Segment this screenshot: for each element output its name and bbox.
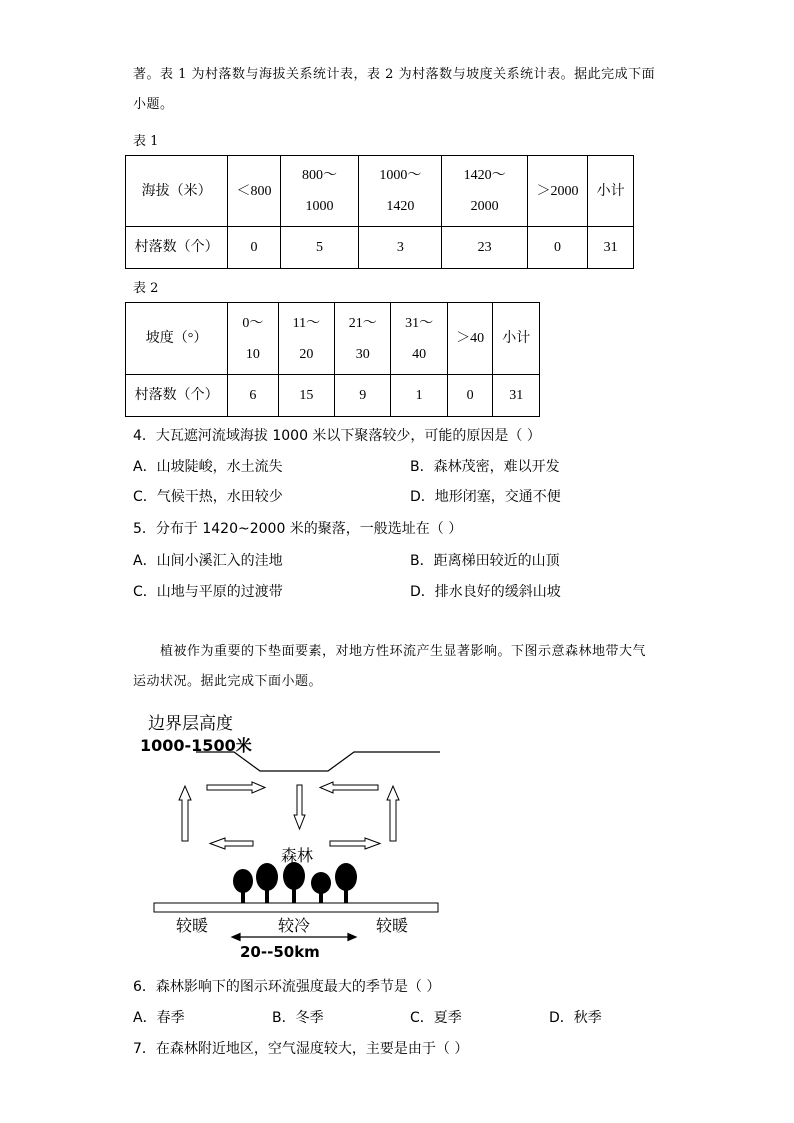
- center-cold-label: 较冷: [278, 916, 311, 935]
- left-up-arrow: [179, 786, 191, 841]
- right-up-arrow: [387, 786, 399, 841]
- intro-paragraph-2: [133, 637, 653, 697]
- table2-h4: 31～ 40: [391, 303, 447, 375]
- table2-r1: 6: [228, 375, 278, 417]
- table1-r3: 3: [359, 227, 442, 269]
- table1-r6: 31: [588, 227, 634, 269]
- table1-h6: 小计: [588, 156, 634, 227]
- top-arrow-right: [207, 782, 265, 793]
- table2-data-row: [126, 375, 540, 417]
- table2-r3: 9: [335, 375, 391, 417]
- table2-h2: 11～ 20: [278, 303, 334, 375]
- question-4-option-d: D．地形闭塞，交通不便: [410, 489, 561, 505]
- forest-circulation-diagram: [140, 705, 450, 965]
- intro-line-2: 小题。: [133, 97, 174, 112]
- question-6-option-b: B．冬季: [272, 1010, 324, 1026]
- question-4-stem: 4．大瓦遮河流域海拔 1000 米以下聚落较少，可能的原因是（ ）: [133, 428, 541, 444]
- table2-h6: 小计: [493, 303, 540, 375]
- intro-paragraph-1: [133, 60, 673, 120]
- bottom-arrow-right: [330, 838, 380, 849]
- top-arrow-left: [320, 782, 378, 793]
- table1-header-row: [126, 156, 634, 227]
- table2-h5: ＞40: [447, 303, 493, 375]
- table2-header-row: [126, 303, 540, 375]
- question-6-option-c: C．夏季: [410, 1010, 462, 1026]
- table1-h1: ＜800: [228, 156, 281, 227]
- right-warm-label: 较暖: [376, 916, 409, 935]
- question-4-option-b: B．森林茂密，难以开发: [410, 459, 560, 475]
- table1-data-row: [126, 227, 634, 269]
- table1-label: 表 1: [133, 134, 159, 149]
- question-5-option-b: B．距离梯田较近的山顶: [410, 553, 560, 569]
- question-5-option-a: A．山间小溪汇入的洼地: [133, 553, 283, 569]
- table1-r0: 村落数（个）: [126, 227, 228, 269]
- table2-r5: 0: [447, 375, 493, 417]
- intro2-line-1: 植被作为重要的下垫面要素，对地方性环流产生显著影响。下图示意森林地带大气: [160, 644, 647, 659]
- forest-label: 森林: [281, 846, 314, 865]
- bottom-arrow-left: [210, 838, 253, 849]
- table2-r0: 村落数（个）: [126, 375, 228, 417]
- boundary-layer-value: 1000-1500米: [140, 736, 252, 755]
- question-6-stem: 6．森林影响下的图示环流强度最大的季节是（ ）: [133, 979, 441, 995]
- table2-label: 表 2: [133, 281, 159, 296]
- question-6-option-d: D．秋季: [549, 1010, 602, 1026]
- table2-r6: 31: [493, 375, 540, 417]
- table2-r4: 1: [391, 375, 447, 417]
- table1-h2: 800～ 1000: [280, 156, 358, 227]
- distance-label: 20--50km: [240, 943, 320, 961]
- tree-icon: [233, 862, 357, 903]
- question-5-option-c: C．山地与平原的过渡带: [133, 584, 283, 600]
- question-6-option-a: A．春季: [133, 1010, 185, 1026]
- question-4-option-c: C．气候干热，水田较少: [133, 489, 283, 505]
- center-down-arrow: [294, 785, 305, 829]
- table2-r2: 15: [278, 375, 334, 417]
- question-5-option-d: D．排水良好的缓斜山坡: [410, 584, 561, 600]
- boundary-layer-title: 边界层高度: [148, 714, 233, 734]
- table1-h5: ＞2000: [527, 156, 588, 227]
- intro2-line-2: 运动状况。据此完成下面小题。: [133, 674, 323, 689]
- table1-h3: 1000～ 1420: [359, 156, 442, 227]
- table2-h3: 21～ 30: [335, 303, 391, 375]
- table1-r1: 0: [228, 227, 281, 269]
- table1-h0: 海拔（米）: [126, 156, 228, 227]
- question-5-stem: 5．分布于 1420~2000 米的聚落，一般选址在（ ）: [133, 521, 463, 537]
- table2-h0: 坡度（°）: [126, 303, 228, 375]
- table1-r4: 23: [442, 227, 527, 269]
- table2-h1: 0～ 10: [228, 303, 278, 375]
- question-4-option-a: A．山坡陡峻，水土流失: [133, 459, 283, 475]
- question-7-stem: 7．在森林附近地区，空气湿度较大，主要是由于（ ）: [133, 1041, 469, 1057]
- table1-r2: 5: [280, 227, 358, 269]
- left-warm-label: 较暖: [176, 916, 209, 935]
- ground-surface: [154, 903, 438, 912]
- intro-line-1: 著。表 1 为村落数与海拔关系统计表，表 2 为村落数与坡度关系统计表。据此完成下面: [133, 67, 656, 82]
- table2: [125, 302, 540, 417]
- table1: [125, 155, 634, 269]
- table1-h4: 1420～ 2000: [442, 156, 527, 227]
- table1-r5: 0: [527, 227, 588, 269]
